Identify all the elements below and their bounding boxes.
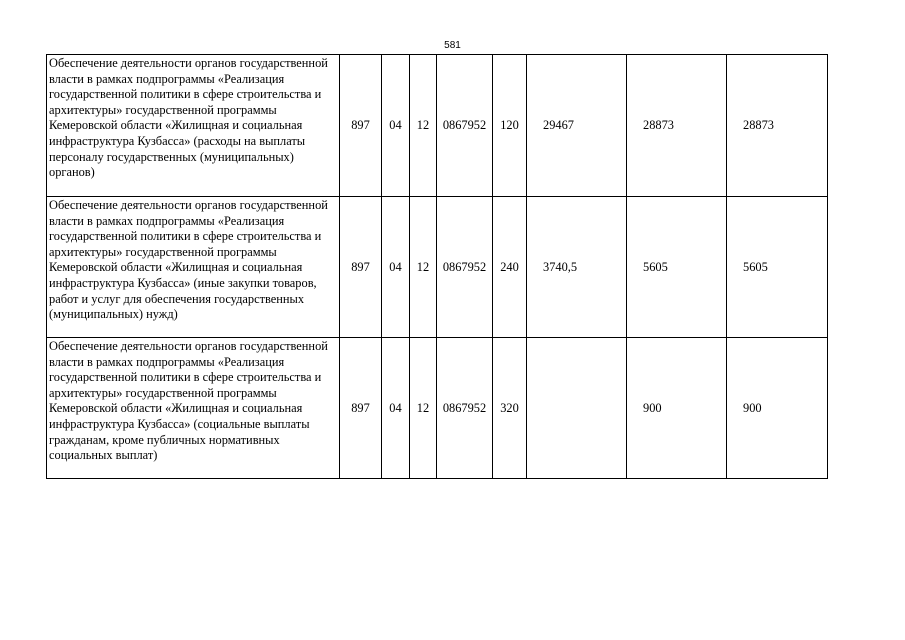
- row-description: Обеспечение деятельности органов государственной власти в рамках подпрограммы «Реализация государственной политики в сфере строительства и архитектуры» государственной программы Кемеровской области «Жилищная и социальная инфраструктура Кузбасса» (иные закупки товаров, работ и услуг для обеспечения государственных (муниципальных) нужд): [47, 197, 340, 338]
- target-article-code: 0867952: [437, 55, 493, 197]
- expense-type-code: 120: [493, 55, 527, 197]
- amount-year-1: 29467: [527, 55, 627, 197]
- target-article-code: 0867952: [437, 197, 493, 338]
- amount-year-3: 900: [727, 338, 828, 479]
- amount-year-2: 5605: [627, 197, 727, 338]
- row-description: Обеспечение деятельности органов государственной власти в рамках подпрограммы «Реализация государственной политики в сфере строительства и архитектуры» государственной программы Кемеровской области «Жилищная и социальная инфраструктура Кузбасса» (социальные выплаты гражданам, кроме публичных нормативных социальных выплат): [47, 338, 340, 479]
- table-row: [47, 55, 828, 197]
- amount-year-1: [527, 338, 627, 479]
- section-code: 04: [382, 55, 410, 197]
- amount-year-3: 28873: [727, 55, 828, 197]
- amount-year-1: 3740,5: [527, 197, 627, 338]
- subsection-code: 12: [410, 338, 437, 479]
- expense-type-code: 320: [493, 338, 527, 479]
- budget-table: [46, 54, 828, 479]
- section-code: 04: [382, 197, 410, 338]
- subsection-code: 12: [410, 55, 437, 197]
- page-number: 581: [444, 40, 461, 51]
- target-article-code: 0867952: [437, 338, 493, 479]
- ministry-code: 897: [340, 338, 382, 479]
- expense-type-code: 240: [493, 197, 527, 338]
- table-row: [47, 338, 828, 479]
- amount-year-3: 5605: [727, 197, 828, 338]
- section-code: 04: [382, 338, 410, 479]
- amount-year-2: 28873: [627, 55, 727, 197]
- ministry-code: 897: [340, 197, 382, 338]
- ministry-code: 897: [340, 55, 382, 197]
- table-row: [47, 197, 828, 338]
- row-description: Обеспечение деятельности органов государственной власти в рамках подпрограммы «Реализация государственной политики в сфере строительства и архитектуры» государственной программы Кемеровской области «Жилищная и социальная инфраструктура Кузбасса» (расходы на выплаты персоналу государственных (муниципальных) органов): [47, 55, 340, 197]
- amount-year-2: 900: [627, 338, 727, 479]
- subsection-code: 12: [410, 197, 437, 338]
